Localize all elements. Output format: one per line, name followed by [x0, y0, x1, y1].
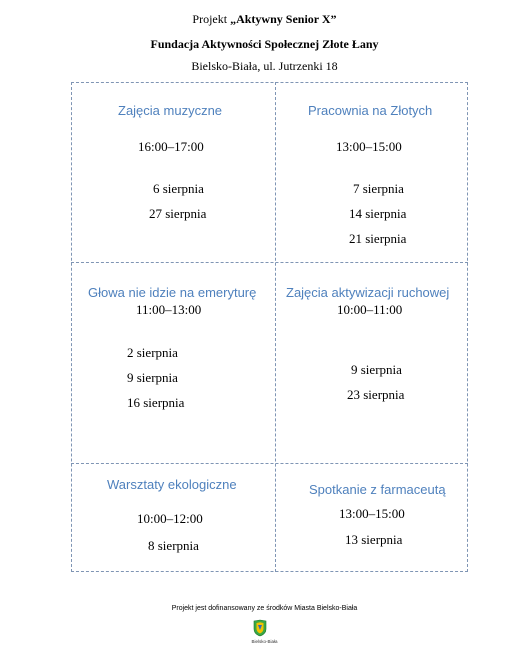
- table-border: [71, 82, 468, 572]
- activity-date: 16 sierpnia: [127, 395, 185, 410]
- activity-date: 13 sierpnia: [345, 532, 403, 547]
- activity-date: 6 sierpnia: [153, 181, 204, 196]
- schedule-table: [71, 82, 468, 572]
- activity-title: Zajęcia aktywizacji ruchowej: [286, 285, 450, 300]
- activity-time: 13:00–15:00: [339, 506, 405, 521]
- activity-date: 2 sierpnia: [127, 345, 178, 360]
- table-column-divider: [275, 82, 276, 572]
- project-prefix: Projekt: [192, 12, 231, 26]
- activity-date: 7 sierpnia: [353, 181, 404, 196]
- activity-time: 16:00–17:00: [138, 139, 204, 154]
- activity-title: Spotkanie z farmaceutą: [309, 482, 446, 497]
- activity-time: 10:00–12:00: [137, 511, 203, 526]
- activity-time: 11:00–13:00: [136, 302, 202, 317]
- activity-date: 14 sierpnia: [349, 206, 407, 221]
- activity-date: 9 sierpnia: [127, 370, 178, 385]
- activity-title: Warsztaty ekologiczne: [107, 477, 237, 492]
- activity-title: Pracownia na Złotych: [308, 103, 433, 118]
- table-row-divider: [71, 463, 468, 464]
- activity-date: 9 sierpnia: [351, 362, 402, 377]
- address: Bielsko-Biała, ul. Jutrzenki 18: [191, 59, 338, 73]
- funding-note: Projekt jest dofinansowany ze środków Miasta Bielsko-Biała: [171, 605, 358, 612]
- activity-time: 13:00–15:00: [336, 139, 402, 154]
- activity-date: 23 sierpnia: [347, 387, 405, 402]
- activity-time: 10:00–11:00: [337, 302, 403, 317]
- activity-date: 21 sierpnia: [349, 231, 407, 246]
- activity-date: 8 sierpnia: [148, 538, 199, 553]
- activity-title: Głowa nie idzie na emeryturę: [88, 285, 257, 300]
- city-logo: [252, 619, 268, 637]
- project-title: „Aktywny Senior X”: [230, 12, 337, 26]
- foundation-name: Fundacja Aktywności Społecznej Złote Łany: [150, 37, 379, 51]
- logo-caption: Bielsko-Biała: [251, 639, 278, 644]
- activity-date: 27 sierpnia: [149, 206, 207, 221]
- project-line: [0, 12, 529, 26]
- table-row-divider: [71, 262, 468, 263]
- activity-title: Zajęcia muzyczne: [118, 103, 223, 118]
